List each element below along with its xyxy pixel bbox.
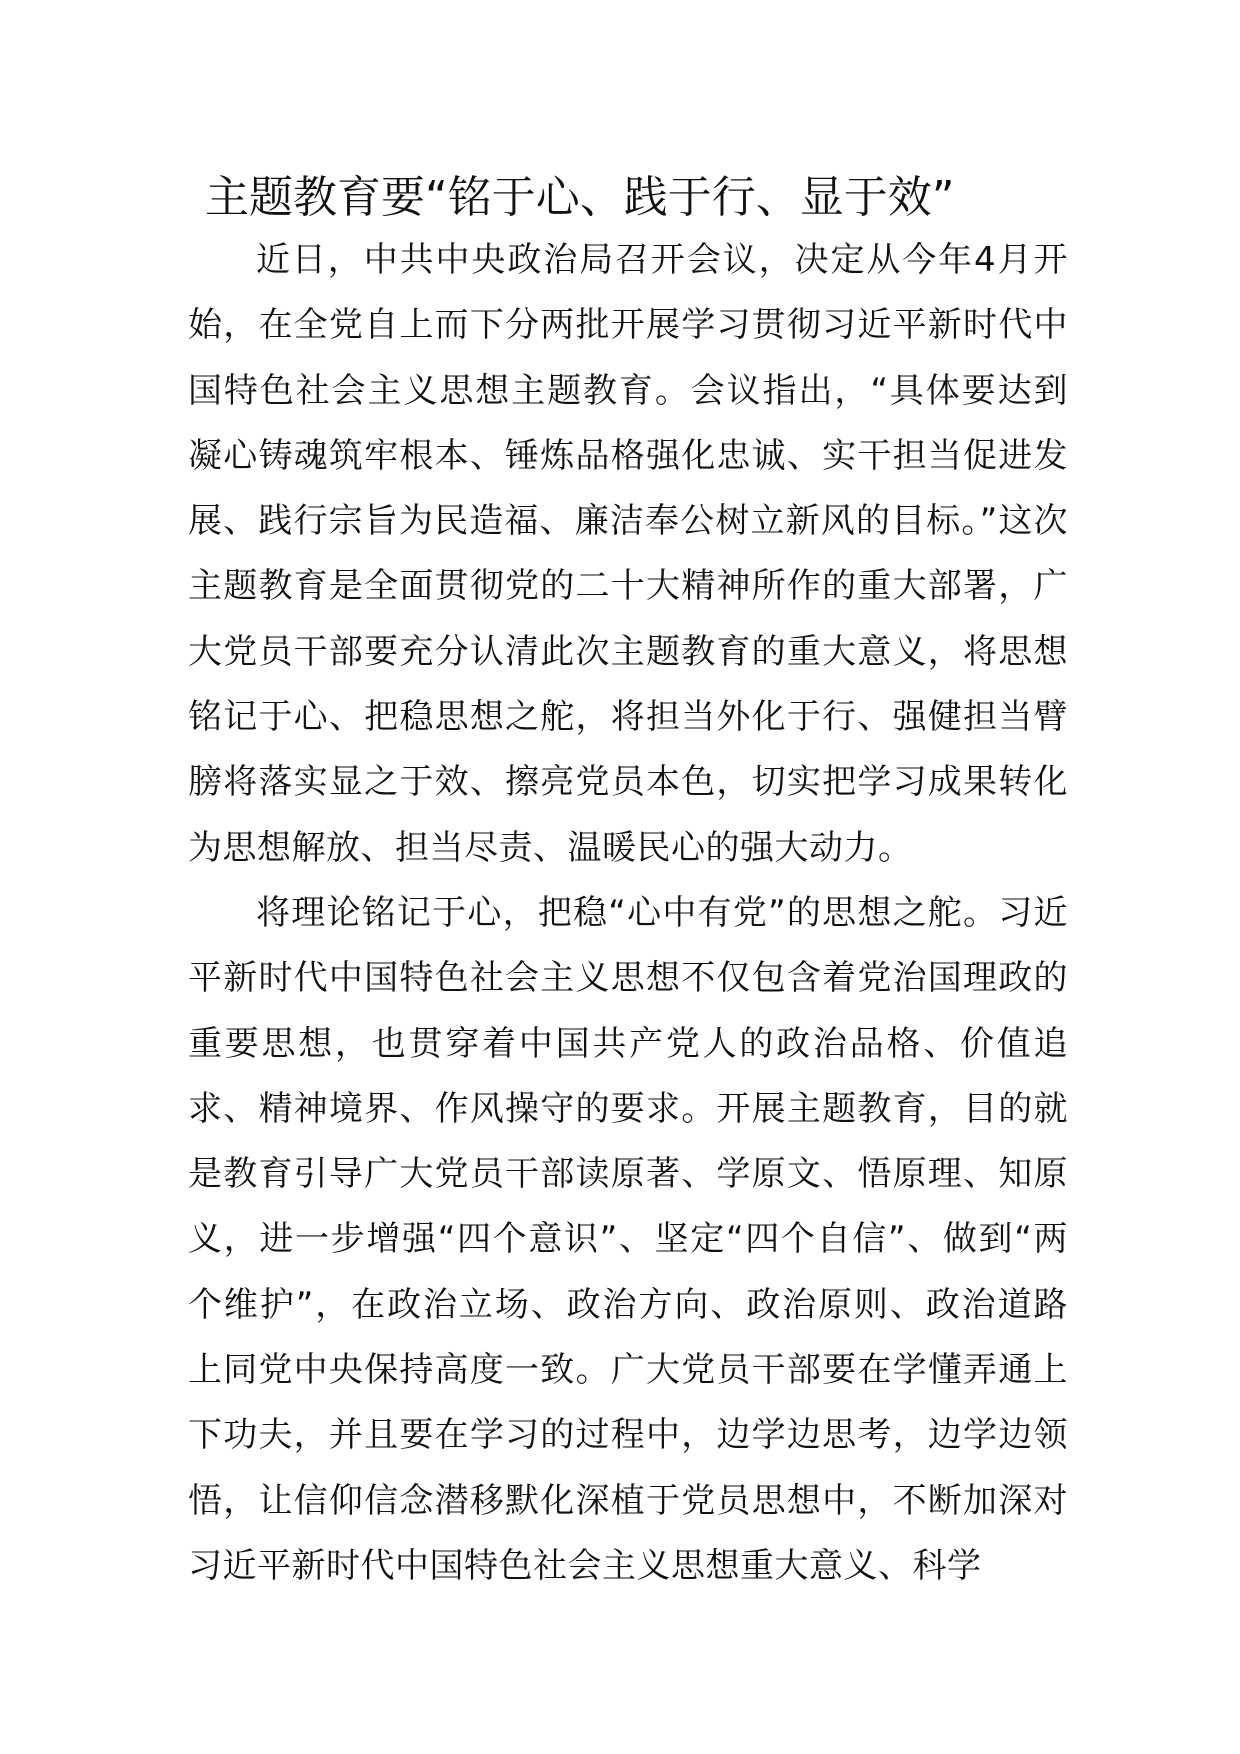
body-paragraph-1: 近日，中共中央政治局召开会议，决定从今年4月开始，在全党自上而下分两批开展学习贯彻习近平新时代中国特色社会主义思想主题教育。会议指出，“具体要达到凝心铸魂筑牢根本、锤炼品格强化忠诚、实干担当促进发展、践行宗旨为民造福、廉洁奉公树立新风的目标。”这次主题教育是全面贯彻党的二十大精神所作的重大部署，广大党员干部要充分认清此次主题教育的重大意义，将思想铭记于心、把稳思想之舵，将担当外化于行、强健担当臂膀将落实显之于效、擦亮党员本色，切实把学习成果转化为思想解放、担当尽责、温暖民心的强大动力。 xyxy=(188,240,1068,868)
body-paragraph-2: 将理论铭记于心，把稳“心中有党”的思想之舵。习近平新时代中国特色社会主义思想不仅包含着党治国理政的重要思想，也贯穿着中国共产党人的政治品格、价值追求、精神境界、作风操守的要求。开展主题教育，目的就是教育引导广大党员干部读原著、学原文、悟原理、知原义，进一步增强“四个意识”、坚定“四个自信”、做到“两个维护”，在政治立场、政治方向、政治原则、政治道路上同党中央保持高度一致。广大党员干部要在学懂弄通上下功夫，并且要在学习的过程中，边学边思考，边学边领悟，让信仰信念潜移默化深植于党员思想中，不断加深对习近平新时代中国特色社会主义思想重大意义、科学 xyxy=(188,893,1068,1586)
document-title: 主题教育要“铭于心、践于行、显于效” xyxy=(205,172,955,223)
